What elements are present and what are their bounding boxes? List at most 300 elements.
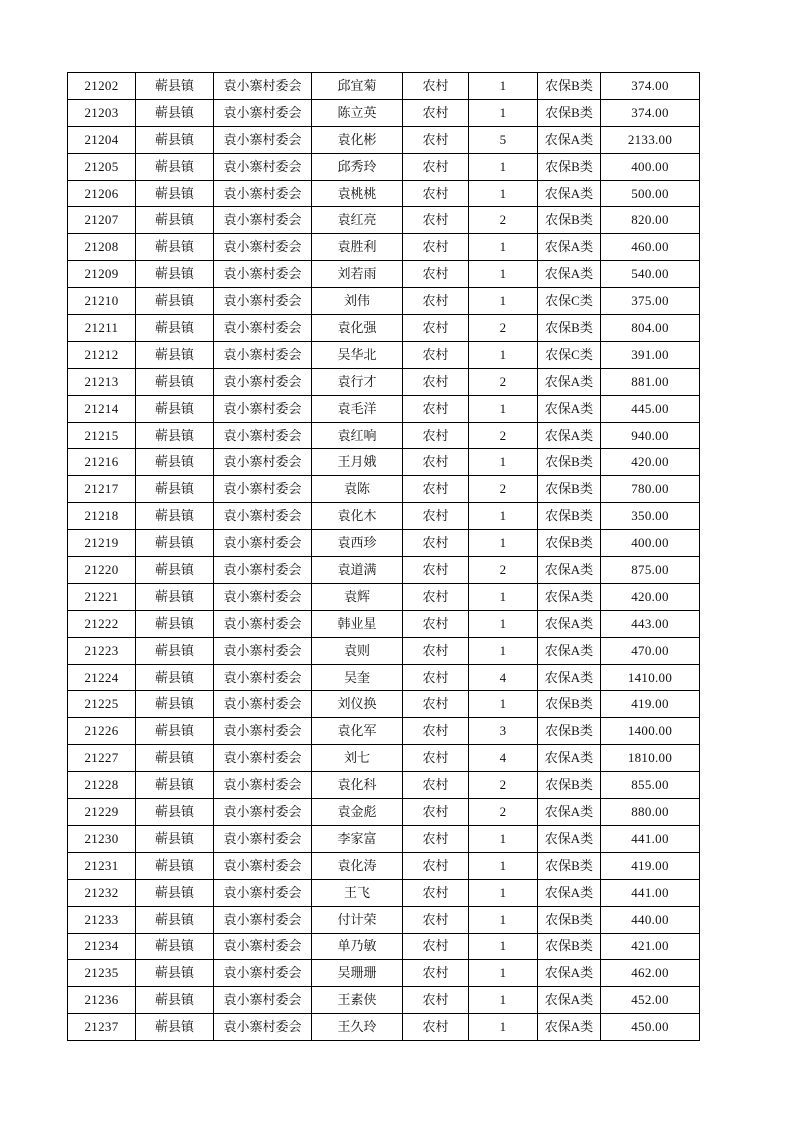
cell-area: 农村 [403, 1014, 469, 1041]
cell-town: 蕲县镇 [136, 879, 214, 906]
cell-amount: 500.00 [601, 180, 700, 207]
cell-amount: 400.00 [601, 530, 700, 557]
table-row [68, 449, 700, 476]
cell-town: 蕲县镇 [136, 73, 214, 100]
cell-village: 袁小寨村委会 [214, 825, 312, 852]
cell-name: 刘若雨 [312, 261, 403, 288]
cell-id: 21220 [68, 557, 136, 584]
cell-id: 21236 [68, 987, 136, 1014]
cell-id: 21211 [68, 315, 136, 342]
cell-id: 21226 [68, 718, 136, 745]
cell-id: 21215 [68, 422, 136, 449]
cell-amount: 804.00 [601, 315, 700, 342]
cell-category: 农保B类 [538, 906, 601, 933]
cell-category: 农保A类 [538, 368, 601, 395]
table-row [68, 341, 700, 368]
cell-category: 农保A类 [538, 610, 601, 637]
cell-village: 袁小寨村委会 [214, 583, 312, 610]
cell-village: 袁小寨村委会 [214, 933, 312, 960]
cell-amount: 419.00 [601, 852, 700, 879]
cell-area: 农村 [403, 852, 469, 879]
cell-id: 21212 [68, 341, 136, 368]
cell-name: 李家富 [312, 825, 403, 852]
cell-count: 2 [469, 368, 538, 395]
cell-category: 农保B类 [538, 153, 601, 180]
cell-town: 蕲县镇 [136, 288, 214, 315]
cell-id: 21216 [68, 449, 136, 476]
cell-name: 邱秀玲 [312, 153, 403, 180]
cell-count: 1 [469, 691, 538, 718]
cell-village: 袁小寨村委会 [214, 422, 312, 449]
cell-category: 农保C类 [538, 341, 601, 368]
cell-village: 袁小寨村委会 [214, 99, 312, 126]
cell-category: 农保A类 [538, 637, 601, 664]
cell-amount: 820.00 [601, 207, 700, 234]
table-row [68, 126, 700, 153]
table-row [68, 1014, 700, 1041]
table-row [68, 315, 700, 342]
cell-name: 王飞 [312, 879, 403, 906]
table-row [68, 180, 700, 207]
cell-name: 袁毛洋 [312, 395, 403, 422]
cell-area: 农村 [403, 906, 469, 933]
cell-count: 1 [469, 395, 538, 422]
cell-count: 2 [469, 422, 538, 449]
cell-town: 蕲县镇 [136, 718, 214, 745]
cell-amount: 1410.00 [601, 664, 700, 691]
cell-category: 农保A类 [538, 664, 601, 691]
cell-town: 蕲县镇 [136, 933, 214, 960]
cell-category: 农保A类 [538, 395, 601, 422]
cell-town: 蕲县镇 [136, 234, 214, 261]
cell-category: 农保A类 [538, 180, 601, 207]
cell-amount: 445.00 [601, 395, 700, 422]
cell-count: 1 [469, 1014, 538, 1041]
cell-category: 农保B类 [538, 772, 601, 799]
table-row [68, 234, 700, 261]
cell-name: 邱宜菊 [312, 73, 403, 100]
cell-area: 农村 [403, 422, 469, 449]
cell-id: 21217 [68, 476, 136, 503]
cell-area: 农村 [403, 368, 469, 395]
cell-town: 蕲县镇 [136, 691, 214, 718]
cell-count: 1 [469, 960, 538, 987]
cell-name: 袁行才 [312, 368, 403, 395]
cell-area: 农村 [403, 476, 469, 503]
cell-amount: 350.00 [601, 503, 700, 530]
cell-category: 农保B类 [538, 315, 601, 342]
cell-village: 袁小寨村委会 [214, 1014, 312, 1041]
cell-count: 1 [469, 610, 538, 637]
cell-village: 袁小寨村委会 [214, 906, 312, 933]
table-row [68, 772, 700, 799]
cell-count: 1 [469, 825, 538, 852]
cell-area: 农村 [403, 234, 469, 261]
cell-name: 刘仪换 [312, 691, 403, 718]
cell-area: 农村 [403, 288, 469, 315]
cell-amount: 441.00 [601, 879, 700, 906]
cell-count: 4 [469, 745, 538, 772]
cell-count: 1 [469, 530, 538, 557]
table-row [68, 261, 700, 288]
cell-village: 袁小寨村委会 [214, 557, 312, 584]
cell-village: 袁小寨村委会 [214, 476, 312, 503]
cell-id: 21209 [68, 261, 136, 288]
cell-id: 21231 [68, 852, 136, 879]
cell-category: 农保B类 [538, 207, 601, 234]
cell-amount: 420.00 [601, 449, 700, 476]
cell-town: 蕲县镇 [136, 987, 214, 1014]
cell-name: 袁道满 [312, 557, 403, 584]
cell-name: 陈立英 [312, 99, 403, 126]
table-row [68, 960, 700, 987]
cell-name: 吴珊珊 [312, 960, 403, 987]
cell-id: 21218 [68, 503, 136, 530]
cell-count: 1 [469, 879, 538, 906]
cell-area: 农村 [403, 449, 469, 476]
table-row [68, 691, 700, 718]
cell-town: 蕲县镇 [136, 99, 214, 126]
cell-name: 刘伟 [312, 288, 403, 315]
cell-town: 蕲县镇 [136, 503, 214, 530]
cell-name: 王素侠 [312, 987, 403, 1014]
table-row [68, 153, 700, 180]
cell-area: 农村 [403, 691, 469, 718]
cell-id: 21221 [68, 583, 136, 610]
cell-count: 1 [469, 73, 538, 100]
cell-amount: 460.00 [601, 234, 700, 261]
table-row [68, 825, 700, 852]
cell-name: 袁西珍 [312, 530, 403, 557]
cell-town: 蕲县镇 [136, 530, 214, 557]
cell-category: 农保A类 [538, 126, 601, 153]
cell-amount: 855.00 [601, 772, 700, 799]
cell-count: 2 [469, 315, 538, 342]
table-row [68, 395, 700, 422]
cell-id: 21210 [68, 288, 136, 315]
cell-category: 农保A类 [538, 825, 601, 852]
cell-id: 21213 [68, 368, 136, 395]
cell-count: 1 [469, 261, 538, 288]
cell-name: 袁化强 [312, 315, 403, 342]
cell-name: 袁陈 [312, 476, 403, 503]
cell-town: 蕲县镇 [136, 799, 214, 826]
table-row [68, 664, 700, 691]
cell-area: 农村 [403, 718, 469, 745]
cell-village: 袁小寨村委会 [214, 395, 312, 422]
cell-amount: 450.00 [601, 1014, 700, 1041]
cell-village: 袁小寨村委会 [214, 341, 312, 368]
cell-name: 袁化科 [312, 772, 403, 799]
cell-category: 农保B类 [538, 718, 601, 745]
cell-village: 袁小寨村委会 [214, 449, 312, 476]
cell-id: 21232 [68, 879, 136, 906]
cell-category: 农保C类 [538, 288, 601, 315]
cell-area: 农村 [403, 207, 469, 234]
cell-id: 21219 [68, 530, 136, 557]
cell-count: 1 [469, 341, 538, 368]
cell-village: 袁小寨村委会 [214, 180, 312, 207]
cell-category: 农保A类 [538, 799, 601, 826]
cell-area: 农村 [403, 987, 469, 1014]
cell-amount: 452.00 [601, 987, 700, 1014]
cell-amount: 441.00 [601, 825, 700, 852]
cell-id: 21204 [68, 126, 136, 153]
cell-id: 21223 [68, 637, 136, 664]
cell-count: 3 [469, 718, 538, 745]
cell-category: 农保A类 [538, 557, 601, 584]
cell-town: 蕲县镇 [136, 207, 214, 234]
cell-name: 王月娥 [312, 449, 403, 476]
cell-amount: 374.00 [601, 99, 700, 126]
cell-count: 1 [469, 153, 538, 180]
cell-amount: 462.00 [601, 960, 700, 987]
cell-village: 袁小寨村委会 [214, 207, 312, 234]
table-row [68, 368, 700, 395]
cell-count: 2 [469, 476, 538, 503]
cell-area: 农村 [403, 610, 469, 637]
cell-town: 蕲县镇 [136, 476, 214, 503]
cell-amount: 470.00 [601, 637, 700, 664]
cell-town: 蕲县镇 [136, 1014, 214, 1041]
table-row [68, 99, 700, 126]
table-row [68, 637, 700, 664]
cell-town: 蕲县镇 [136, 852, 214, 879]
cell-village: 袁小寨村委会 [214, 691, 312, 718]
table-row [68, 987, 700, 1014]
cell-count: 1 [469, 852, 538, 879]
cell-town: 蕲县镇 [136, 906, 214, 933]
cell-village: 袁小寨村委会 [214, 664, 312, 691]
cell-amount: 375.00 [601, 288, 700, 315]
cell-village: 袁小寨村委会 [214, 799, 312, 826]
cell-id: 21203 [68, 99, 136, 126]
cell-name: 袁则 [312, 637, 403, 664]
cell-village: 袁小寨村委会 [214, 503, 312, 530]
cell-town: 蕲县镇 [136, 745, 214, 772]
table-row [68, 852, 700, 879]
cell-town: 蕲县镇 [136, 153, 214, 180]
cell-count: 1 [469, 288, 538, 315]
cell-area: 农村 [403, 557, 469, 584]
table-row [68, 799, 700, 826]
cell-category: 农保A类 [538, 1014, 601, 1041]
table-row [68, 476, 700, 503]
cell-area: 农村 [403, 799, 469, 826]
cell-count: 2 [469, 557, 538, 584]
cell-count: 1 [469, 449, 538, 476]
cell-village: 袁小寨村委会 [214, 153, 312, 180]
table-body [68, 73, 700, 1041]
cell-category: 农保A类 [538, 422, 601, 449]
cell-category: 农保A类 [538, 234, 601, 261]
table-row [68, 879, 700, 906]
cell-count: 1 [469, 99, 538, 126]
cell-count: 2 [469, 799, 538, 826]
cell-amount: 374.00 [601, 73, 700, 100]
cell-town: 蕲县镇 [136, 126, 214, 153]
cell-village: 袁小寨村委会 [214, 315, 312, 342]
cell-area: 农村 [403, 99, 469, 126]
cell-village: 袁小寨村委会 [214, 234, 312, 261]
cell-category: 农保B类 [538, 503, 601, 530]
table-row [68, 288, 700, 315]
cell-count: 1 [469, 987, 538, 1014]
cell-amount: 419.00 [601, 691, 700, 718]
cell-name: 袁化涛 [312, 852, 403, 879]
table-row [68, 73, 700, 100]
table-row [68, 207, 700, 234]
cell-category: 农保A类 [538, 261, 601, 288]
cell-town: 蕲县镇 [136, 960, 214, 987]
cell-area: 农村 [403, 745, 469, 772]
cell-amount: 440.00 [601, 906, 700, 933]
cell-name: 付计荣 [312, 906, 403, 933]
cell-amount: 1400.00 [601, 718, 700, 745]
cell-name: 袁桃桃 [312, 180, 403, 207]
cell-id: 21205 [68, 153, 136, 180]
cell-category: 农保B类 [538, 933, 601, 960]
cell-id: 21225 [68, 691, 136, 718]
cell-town: 蕲县镇 [136, 341, 214, 368]
cell-count: 5 [469, 126, 538, 153]
cell-count: 1 [469, 234, 538, 261]
cell-village: 袁小寨村委会 [214, 987, 312, 1014]
cell-amount: 1810.00 [601, 745, 700, 772]
records-table [67, 72, 700, 1041]
cell-town: 蕲县镇 [136, 610, 214, 637]
cell-count: 2 [469, 207, 538, 234]
cell-id: 21227 [68, 745, 136, 772]
cell-town: 蕲县镇 [136, 449, 214, 476]
cell-id: 21228 [68, 772, 136, 799]
cell-area: 农村 [403, 583, 469, 610]
cell-area: 农村 [403, 180, 469, 207]
cell-town: 蕲县镇 [136, 557, 214, 584]
cell-category: 农保A类 [538, 879, 601, 906]
cell-id: 21237 [68, 1014, 136, 1041]
cell-name: 刘七 [312, 745, 403, 772]
cell-area: 农村 [403, 126, 469, 153]
cell-amount: 420.00 [601, 583, 700, 610]
table-row [68, 422, 700, 449]
cell-count: 1 [469, 933, 538, 960]
cell-name: 单乃敏 [312, 933, 403, 960]
cell-village: 袁小寨村委会 [214, 960, 312, 987]
cell-name: 袁辉 [312, 583, 403, 610]
cell-town: 蕲县镇 [136, 825, 214, 852]
cell-amount: 391.00 [601, 341, 700, 368]
cell-amount: 443.00 [601, 610, 700, 637]
cell-area: 农村 [403, 664, 469, 691]
cell-area: 农村 [403, 637, 469, 664]
cell-town: 蕲县镇 [136, 637, 214, 664]
cell-village: 袁小寨村委会 [214, 772, 312, 799]
cell-name: 袁红亮 [312, 207, 403, 234]
cell-id: 21230 [68, 825, 136, 852]
cell-name: 袁金彪 [312, 799, 403, 826]
table-row [68, 718, 700, 745]
cell-name: 袁红响 [312, 422, 403, 449]
cell-count: 1 [469, 637, 538, 664]
cell-amount: 421.00 [601, 933, 700, 960]
cell-town: 蕲县镇 [136, 583, 214, 610]
cell-count: 4 [469, 664, 538, 691]
cell-village: 袁小寨村委会 [214, 530, 312, 557]
cell-town: 蕲县镇 [136, 368, 214, 395]
table-row [68, 745, 700, 772]
cell-village: 袁小寨村委会 [214, 368, 312, 395]
cell-village: 袁小寨村委会 [214, 745, 312, 772]
table-row [68, 610, 700, 637]
cell-name: 袁化彬 [312, 126, 403, 153]
cell-id: 21202 [68, 73, 136, 100]
cell-village: 袁小寨村委会 [214, 718, 312, 745]
cell-id: 21206 [68, 180, 136, 207]
cell-count: 1 [469, 503, 538, 530]
cell-village: 袁小寨村委会 [214, 126, 312, 153]
cell-name: 韩业星 [312, 610, 403, 637]
cell-village: 袁小寨村委会 [214, 637, 312, 664]
cell-category: 农保B类 [538, 99, 601, 126]
cell-name: 袁化木 [312, 503, 403, 530]
cell-category: 农保A类 [538, 960, 601, 987]
cell-category: 农保B类 [538, 73, 601, 100]
cell-category: 农保A类 [538, 583, 601, 610]
cell-category: 农保B类 [538, 476, 601, 503]
cell-town: 蕲县镇 [136, 422, 214, 449]
cell-count: 1 [469, 583, 538, 610]
cell-town: 蕲县镇 [136, 395, 214, 422]
cell-amount: 540.00 [601, 261, 700, 288]
table-row [68, 583, 700, 610]
cell-amount: 2133.00 [601, 126, 700, 153]
cell-area: 农村 [403, 261, 469, 288]
cell-count: 2 [469, 772, 538, 799]
cell-category: 农保A类 [538, 745, 601, 772]
cell-amount: 881.00 [601, 368, 700, 395]
table-row [68, 503, 700, 530]
cell-area: 农村 [403, 503, 469, 530]
cell-town: 蕲县镇 [136, 180, 214, 207]
cell-category: 农保B类 [538, 691, 601, 718]
cell-village: 袁小寨村委会 [214, 610, 312, 637]
cell-name: 吴华北 [312, 341, 403, 368]
cell-id: 21207 [68, 207, 136, 234]
cell-amount: 780.00 [601, 476, 700, 503]
cell-village: 袁小寨村委会 [214, 852, 312, 879]
cell-id: 21229 [68, 799, 136, 826]
cell-amount: 880.00 [601, 799, 700, 826]
cell-category: 农保B类 [538, 852, 601, 879]
cell-area: 农村 [403, 73, 469, 100]
cell-amount: 940.00 [601, 422, 700, 449]
cell-count: 1 [469, 180, 538, 207]
cell-id: 21214 [68, 395, 136, 422]
cell-id: 21224 [68, 664, 136, 691]
cell-area: 农村 [403, 960, 469, 987]
cell-town: 蕲县镇 [136, 772, 214, 799]
cell-amount: 875.00 [601, 557, 700, 584]
cell-id: 21234 [68, 933, 136, 960]
cell-category: 农保B类 [538, 449, 601, 476]
cell-area: 农村 [403, 772, 469, 799]
table-row [68, 933, 700, 960]
cell-area: 农村 [403, 879, 469, 906]
cell-area: 农村 [403, 530, 469, 557]
cell-town: 蕲县镇 [136, 261, 214, 288]
table-row [68, 557, 700, 584]
